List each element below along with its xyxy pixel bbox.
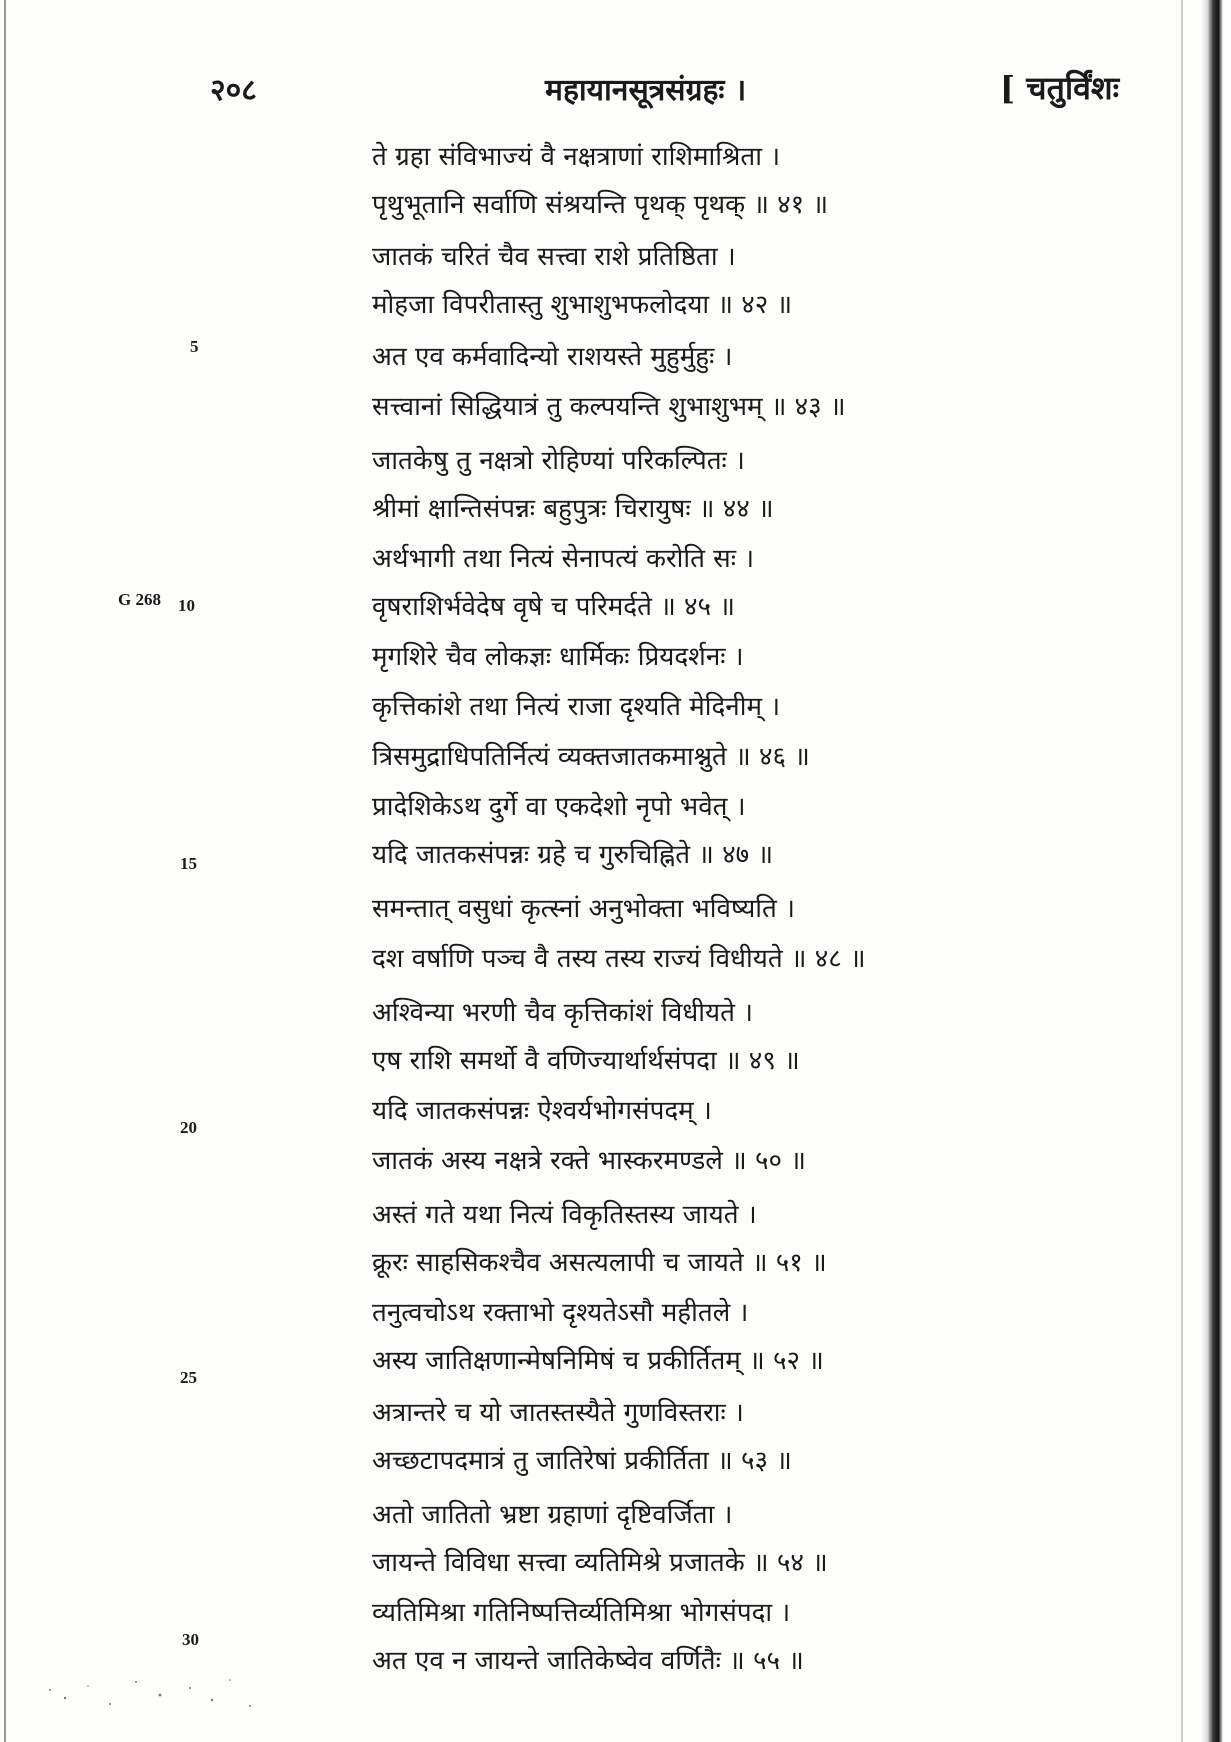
verse-line: ते ग्रहा संविभाज्यं वै नक्षत्राणां राशिमाश्रिता । [372, 142, 781, 172]
page-number: २०८ [210, 73, 257, 108]
verse-line: कृत्तिकांशे तथा नित्यं राजा दृश्यति मेदिनीम् । [372, 692, 781, 722]
verse-line: सत्त्वानां सिद्धियात्रं तु कल्पयन्ति शुभाशुभम् ॥ ४३ ॥ [372, 392, 846, 422]
verse-line: अत्रान्तरे च यो जातस्तस्यैते गुणविस्तराः । [372, 1398, 744, 1428]
line-number-10: 10 [178, 596, 195, 615]
running-header [0, 60, 1231, 120]
verse-line: श्रीमां क्षान्तिसंपन्नः बहुपुत्रः चिरायुषः ॥ ४४ ॥ [372, 494, 774, 524]
verse-line: व्यतिमिश्रा गतिनिष्पत्तिर्व्यतिमिश्रा भोगसंपदा । [372, 1598, 791, 1628]
verse-line: यदि जातकसंपन्नः ग्रहे च गुरुचिह्निते ॥ ४७ ॥ [372, 840, 774, 870]
scan-noise-specks [40, 1660, 280, 1720]
line-number-15: 15 [180, 854, 197, 873]
verse-line: एष राशि समर्थो वै वणिज्यार्थार्थसंपदा ॥ ४९ ॥ [372, 1046, 800, 1076]
line-number-25: 25 [180, 1368, 197, 1387]
line-number-5: 5 [190, 337, 199, 356]
verse-line: अतो जातितो भ्रष्टा ग्रहाणां दृष्टिवर्जिता । [372, 1500, 733, 1530]
verse-line: मृगशिरे चैव लोकज्ञः धार्मिकः प्रियदर्शनः । [372, 642, 744, 672]
verse-line: मोहजा विपरीतास्तु शुभाशुभफलोदया ॥ ४२ ॥ [372, 290, 793, 320]
verse-line: प्रादेशिकेऽथ दुर्गे वा एकदेशो नृपो भवेत् । [372, 792, 746, 822]
section-title: [ चतुर्विंशः [1000, 69, 1120, 107]
verse-line: अत एव कर्मवादिन्यो राशयस्ते मुहुर्मुहुः । [372, 342, 733, 372]
verse-line: अत एव न जायन्ते जातिकेष्वेव वर्णितैः ॥ ५५ ॥ [372, 1646, 804, 1676]
line-number-30: 30 [182, 1630, 199, 1649]
verse-line: अस्तं गते यथा नित्यं विकृतिस्तस्य जायते । [372, 1200, 757, 1230]
line-number-20: 20 [180, 1118, 197, 1137]
verse-line: जातकं अस्य नक्षत्रे रक्ते भास्करमण्डले ॥ ५० ॥ [372, 1146, 806, 1176]
verse-line: त्रिसमुद्राधिपतिर्नित्यं व्यक्तजातकमाश्नुते ॥ ४६ ॥ [372, 742, 810, 772]
verse-line: समन्तात् वसुधां कृत्स्नां अनुभोक्ता भविष्यति । [372, 894, 795, 924]
page-right-binding-shadow [1201, 0, 1223, 1742]
verse-line: दश वर्षाणि पञ्च वै तस्य तस्य राज्यं विधीयते ॥ ४८ ॥ [372, 944, 866, 974]
verse-line: जातकं चरितं चैव सत्त्वा राशे प्रतिष्ठिता । [372, 242, 736, 272]
verse-line: अश्विन्या भरणी चैव कृत्तिकांशं विधीयते । [372, 998, 754, 1028]
verse-line: यदि जातकसंपन्नः ऐश्वर्यभोगसंपदम् । [372, 1096, 712, 1126]
verse-line: अच्छटापदमात्रं तु जातिरेषां प्रकीर्तिता ॥ ५३ ॥ [372, 1446, 792, 1476]
verse-line: वृषराशिर्भवेदेष वृषे च परिमर्दते ॥ ४५ ॥ [372, 592, 735, 622]
verse-line: क्रूरः साहसिकश्चैव असत्यलापी च जायते ॥ ५१ ॥ [372, 1248, 827, 1278]
page-spine-line [1181, 0, 1183, 1742]
verse-line: जायन्ते विविधा सत्त्वा व्यतिमिश्रे प्रजातके ॥ ५४ ॥ [372, 1548, 828, 1578]
verse-line: तनुत्वचोऽथ रक्ताभो दृश्यतेऽसौ महीतले । [372, 1298, 749, 1328]
verse-line: पृथुभूतानि सर्वाणि संश्रयन्ति पृथक् पृथक् ॥ ४१ ॥ [372, 190, 829, 220]
verse-line: जातकेषु तु नक्षत्रो रोहिण्यां परिकल्पितः । [372, 446, 745, 476]
verse-line: अस्य जातिक्षणान्मेषनिमिषं च प्रकीर्तितम् ॥ ५२ ॥ [372, 1346, 824, 1376]
folio-reference: G 268 [118, 590, 161, 609]
page-left-edge [4, 0, 6, 1742]
verse-line: अर्थभागी तथा नित्यं सेनापत्यं करोति सः । [372, 544, 755, 574]
running-title: महायानसूत्रसंग्रहः । [545, 73, 747, 108]
